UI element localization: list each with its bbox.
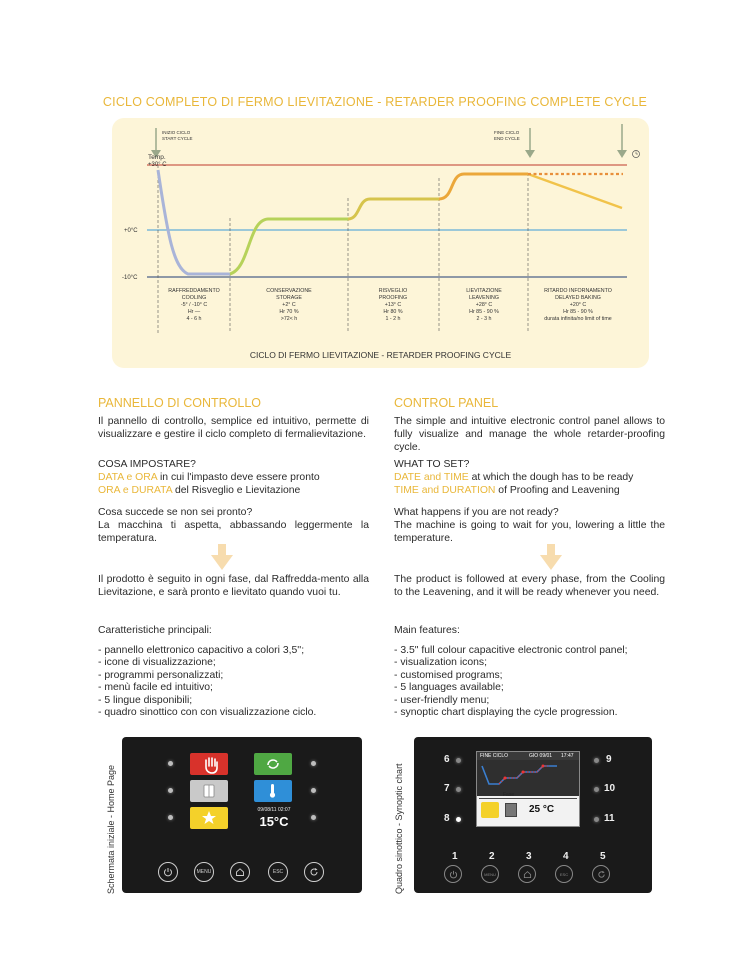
synoptic-panel bbox=[414, 737, 652, 893]
right-what-to-set: WHAT TO SET? DATE and TIME at which the dough has to be ready TIME and DURATION of Proofing and Leavening bbox=[394, 459, 634, 496]
cycle-chart bbox=[112, 118, 649, 368]
curve-delayed bbox=[528, 174, 622, 208]
down-arrow-icon bbox=[540, 544, 562, 570]
callout-number: 9 bbox=[606, 754, 612, 765]
home-page-caption: Schermata iniziale - Home Page bbox=[106, 764, 116, 894]
callout-number: 2 bbox=[489, 851, 495, 862]
phase-cooling: RAFFREDDAMENTO COOLING -5° / -10° C Hr — 4 - 6 h bbox=[168, 288, 220, 322]
phase-delayed-baking: RITARDO INFORNAMENTO DELAYED BAKING +20° C Hr 85 - 90 % durata infinita/no limit of time bbox=[544, 288, 612, 322]
screen-product-icon bbox=[481, 802, 499, 818]
callout-number: 10 bbox=[604, 783, 616, 794]
synoptic-caption: Quadro sinottico - Synoptic chart bbox=[394, 763, 404, 894]
list-item: - menù facile ed intuitivo; bbox=[98, 682, 213, 694]
left-what-to-set: COSA IMPOSTARE? DATA e ORA in cui l'impasto deve essere pronto ORA e DURATA del Risveglio e Lievitazione bbox=[98, 459, 320, 496]
led-indicator bbox=[456, 758, 461, 763]
curve-cooling bbox=[158, 170, 230, 274]
screen-temperature: 25 °C bbox=[529, 804, 555, 815]
led-indicator bbox=[594, 817, 599, 822]
start-label-2: START CYCLE bbox=[162, 136, 193, 141]
left-not-ready: Cosa succede se non sei pronto? La macchina ti aspetta, abbassando leggermente la temperatura. bbox=[98, 507, 369, 544]
y-low-label: -10°C bbox=[122, 275, 138, 281]
phase-storage: CONSERVAZIONE STORAGE +2° C Hr 70 % >72< h bbox=[266, 288, 312, 322]
curve-storage bbox=[230, 219, 348, 274]
right-features: Main features: - 3.5" full colour capacitive electronic control panel; - visualization icons; - customised programs; - 5 languages available; - user-friendly menu; - synoptic chart displaying the cycle progression. bbox=[394, 624, 665, 719]
screen-header bbox=[477, 752, 579, 760]
delay-arrow-icon bbox=[617, 150, 627, 158]
list-item: - icone di visualizzazione; bbox=[98, 657, 216, 669]
down-arrow-icon bbox=[211, 544, 233, 570]
screen-date: GIO 09/01 bbox=[529, 753, 553, 759]
list-item: - programmi personalizzati; bbox=[98, 669, 224, 681]
right-not-ready: What happens if you are not ready? The machine is going to wait for you, lowering a little the temperature. bbox=[394, 507, 665, 544]
start-button[interactable] bbox=[304, 862, 324, 882]
screen-title: FINE CICLO bbox=[480, 753, 509, 759]
callout-number: 5 bbox=[600, 851, 606, 862]
end-label-2: END CYCLE bbox=[494, 136, 520, 141]
menu-button[interactable]: MENU bbox=[194, 862, 214, 882]
right-intro: The simple and intuitive electronic control panel allows to fully visualize and manage the whole retarder-proofing cycle. bbox=[394, 416, 665, 453]
callout-number: 6 bbox=[444, 754, 450, 765]
favorites-star-tile[interactable] bbox=[190, 807, 228, 829]
italian-column bbox=[98, 396, 369, 719]
list-item: - user-friendly menu; bbox=[394, 694, 490, 706]
synoptic-mini-chart bbox=[477, 760, 579, 796]
led-indicator bbox=[594, 758, 599, 763]
esc-button[interactable]: ESC bbox=[555, 865, 573, 883]
list-item: - visualization icons; bbox=[394, 657, 487, 669]
page-title: CICLO COMPLETO DI FERMO LIEVITAZIONE - RETARDER PROOFING COMPLETE CYCLE bbox=[102, 95, 648, 109]
end-arrow-icon bbox=[525, 150, 535, 158]
left-features: Caratteristiche principali: - pannello elettronico capacitivo a colori 3,5''; - icone di visualizzazione; - programmi personalizzati; - menù facile ed intuitivo; - 5 lingue disponibili; - quadro sinottico con con visualizzazione ciclo. bbox=[98, 624, 369, 719]
list-item: - 5 lingue disponibili; bbox=[98, 694, 193, 706]
callout-number: 11 bbox=[604, 813, 615, 824]
list-item: - synoptic chart displaying the cycle progression. bbox=[394, 707, 618, 719]
home-datetime: 09/08/11 02:07 bbox=[257, 807, 291, 813]
list-item: - quadro sinottico con con visualizzazione ciclo. bbox=[98, 707, 317, 719]
cycle-tile[interactable] bbox=[254, 753, 292, 775]
stop-hand-tile[interactable] bbox=[190, 753, 228, 775]
list-item: - 5 languages available; bbox=[394, 682, 504, 694]
curve-leavening bbox=[439, 174, 528, 199]
led-indicator bbox=[456, 817, 461, 822]
y-top-label: +30° C bbox=[148, 162, 167, 168]
screen-oven-icon bbox=[505, 803, 517, 817]
callout-number: 1 bbox=[452, 851, 458, 862]
cycle-chart-svg bbox=[112, 118, 649, 368]
home-icon bbox=[235, 867, 245, 877]
callout-number: 4 bbox=[563, 851, 569, 862]
curve-proofing bbox=[348, 199, 439, 219]
list-item: - 3.5" full colour capacitive electronic control panel; bbox=[394, 645, 628, 656]
phase-proofing: RISVEGLIO PROOFING +13° C Hr 80 % 1 - 2 h bbox=[378, 288, 408, 322]
list-item: - customised programs; bbox=[394, 669, 503, 681]
power-icon bbox=[163, 867, 173, 877]
start-label-1: INIZIO CICLO bbox=[162, 130, 191, 135]
right-followed: The product is followed at every phase, from the Cooling to the Leavening, and it will be ready whenever you need. bbox=[394, 574, 665, 598]
english-column bbox=[394, 396, 665, 719]
esc-button[interactable]: ESC bbox=[268, 862, 288, 882]
home-button[interactable] bbox=[230, 862, 250, 882]
left-heading: PANNELLO DI CONTROLLO bbox=[98, 396, 262, 410]
thermometer-tile[interactable] bbox=[254, 780, 292, 802]
screen-time: 17:47 bbox=[561, 753, 574, 759]
chart-bottom-label: CICLO DI FERMO LIEVITAZIONE - RETARDER PROOFING CYCLE bbox=[249, 350, 512, 360]
led-indicator bbox=[168, 815, 173, 820]
power-icon bbox=[449, 870, 458, 879]
home-icon bbox=[523, 870, 532, 879]
list-item: - pannello elettronico capacitivo a colori 3,5''; bbox=[98, 645, 305, 656]
power-button[interactable] bbox=[444, 865, 462, 883]
temp-label: Temp. bbox=[148, 154, 166, 161]
led-indicator bbox=[456, 787, 461, 792]
power-button[interactable] bbox=[158, 862, 178, 882]
led-indicator bbox=[594, 787, 599, 792]
led-indicator bbox=[311, 761, 316, 766]
left-followed: Il prodotto è seguito in ogni fase, dal Raffredda-mento alla Lievitazione, e sarà pronto e lievitato quando vuoi tu. bbox=[98, 574, 369, 598]
callout-number: 7 bbox=[444, 783, 450, 794]
refresh-icon bbox=[597, 870, 606, 879]
led-indicator bbox=[311, 788, 316, 793]
screen-phase-label: Fase bbox=[503, 792, 515, 798]
led-indicator bbox=[168, 788, 173, 793]
home-button[interactable] bbox=[518, 865, 536, 883]
start-button[interactable] bbox=[592, 865, 610, 883]
phase-leavening: LIEVITAZIONE LEAVENING +28° C Hr 85 - 90 % 2 - 3 h bbox=[466, 288, 502, 322]
end-label-1: FINE CICLO bbox=[494, 130, 520, 135]
storage-tile[interactable] bbox=[190, 780, 228, 802]
y-mid-label: +0°C bbox=[124, 228, 138, 234]
home-temperature: 15°C bbox=[259, 814, 289, 829]
menu-button[interactable]: MENU bbox=[481, 865, 499, 883]
refresh-icon bbox=[309, 867, 319, 877]
led-indicator bbox=[168, 761, 173, 766]
home-page-panel bbox=[122, 737, 362, 893]
led-indicator bbox=[311, 815, 316, 820]
callout-number: 3 bbox=[526, 851, 532, 862]
callout-number: 8 bbox=[444, 813, 450, 824]
synoptic-screen bbox=[476, 751, 580, 827]
left-intro: Il pannello di controllo, semplice ed intuitivo, permette di visualizzare e gestire il ciclo completo di fermalievitazione. bbox=[98, 416, 369, 440]
right-heading: CONTROL PANEL bbox=[394, 396, 499, 410]
